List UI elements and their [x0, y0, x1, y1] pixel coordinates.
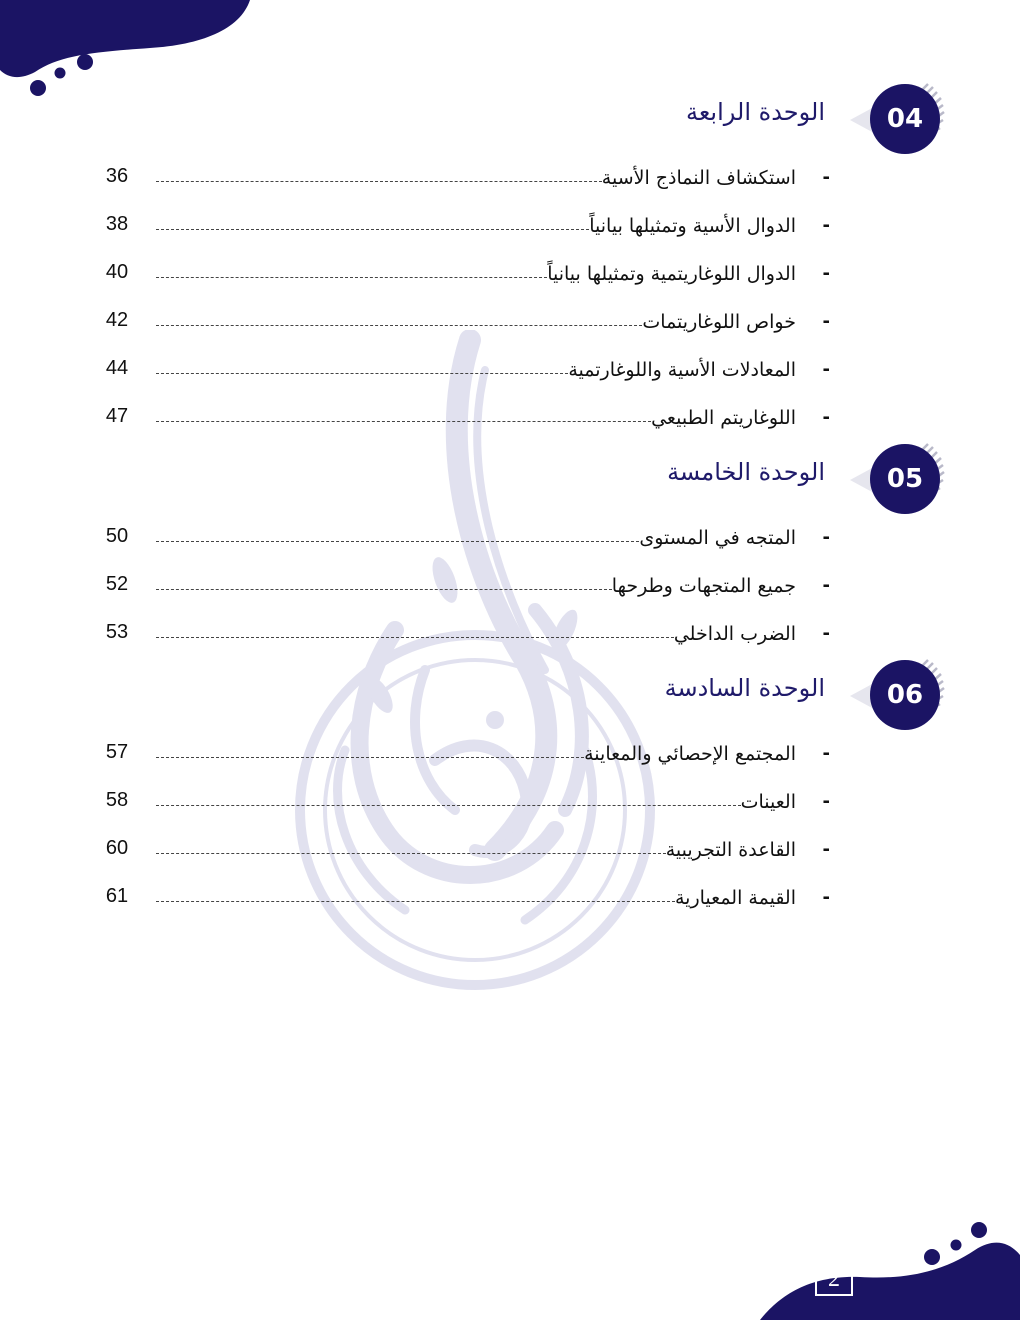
- toc-page-number: 42: [105, 309, 129, 331]
- toc-item[interactable]: [100, 883, 830, 913]
- dotted-leader: [156, 541, 639, 542]
- toc-item-title: الدوال الأسية وتمثيلها بيانياً: [589, 215, 796, 237]
- bullet-dash: -: [822, 839, 830, 860]
- dotted-leader: [156, 757, 584, 758]
- unit-number: 04: [886, 104, 924, 134]
- toc-item-title: اللوغاريتم الطبيعي: [651, 407, 796, 429]
- toc-item[interactable]: [100, 571, 830, 601]
- toc-item-title: الدوال اللوغاريتمية وتمثيلها بيانياً: [547, 263, 796, 285]
- toc-page-number: 58: [105, 789, 129, 811]
- toc-page-number: 60: [105, 837, 129, 859]
- toc-item[interactable]: [100, 307, 830, 337]
- toc-page-number: 40: [105, 261, 129, 283]
- bullet-dash: -: [822, 215, 830, 236]
- toc-page-number: 53: [105, 621, 129, 643]
- bullet-dash: -: [822, 743, 830, 764]
- dotted-leader: [156, 853, 666, 854]
- unit-title: الوحدة السادسة: [664, 674, 825, 702]
- bottom-right-wave-decoration: [760, 1215, 1020, 1320]
- toc-item-title: المجتمع الإحصائي والمعاينة: [584, 743, 796, 765]
- bullet-dash: -: [822, 167, 830, 188]
- dotted-leader: [156, 325, 642, 326]
- dotted-leader: [156, 589, 612, 590]
- toc-item[interactable]: [100, 739, 830, 769]
- toc-page-number: 38: [105, 213, 129, 235]
- toc-item[interactable]: [100, 163, 830, 193]
- unit-number: 05: [886, 464, 924, 494]
- dotted-leader: [156, 637, 674, 638]
- toc-page-number: 47: [105, 405, 129, 427]
- toc-item-title: القاعدة التجريبية: [665, 839, 796, 861]
- toc-item-title: العينات: [740, 791, 796, 813]
- toc-item-title: جميع المتجهات وطرحها: [611, 575, 796, 597]
- bullet-dash: -: [822, 527, 830, 548]
- bullet-dash: -: [822, 791, 830, 812]
- dotted-leader: [156, 229, 589, 230]
- toc-page-number: 52: [105, 573, 129, 595]
- toc-item[interactable]: [100, 403, 830, 433]
- unit-header: [560, 84, 960, 156]
- bullet-dash: -: [822, 407, 830, 428]
- unit-number: 06: [886, 680, 924, 710]
- toc-page-number: 44: [105, 357, 129, 379]
- bullet-dash: -: [822, 575, 830, 596]
- toc-page-number: 50: [105, 525, 129, 547]
- toc-item[interactable]: [100, 211, 830, 241]
- toc-page-number: 36: [105, 165, 129, 187]
- unit-header: [560, 444, 960, 516]
- dotted-leader: [156, 901, 675, 902]
- toc-page-number: 61: [105, 885, 129, 907]
- toc-item-title: المتجه في المستوى: [639, 527, 796, 549]
- toc-item-title: الضرب الداخلي: [673, 623, 796, 645]
- toc-item-title: خواص اللوغاريتمات: [642, 311, 796, 333]
- toc-item-title: القيمة المعيارية: [674, 887, 796, 909]
- top-left-wave-decoration: [0, 0, 260, 110]
- unit-header: [560, 660, 960, 732]
- toc-page-number: 57: [105, 741, 129, 763]
- dotted-leader: [156, 805, 741, 806]
- dotted-leader: [156, 421, 651, 422]
- toc-item[interactable]: [100, 835, 830, 865]
- bullet-dash: -: [822, 359, 830, 380]
- unit-title: الوحدة الرابعة: [685, 98, 825, 126]
- dotted-leader: [156, 373, 568, 374]
- toc-item[interactable]: [100, 259, 830, 289]
- dotted-leader: [156, 181, 602, 182]
- dotted-leader: [156, 277, 547, 278]
- unit-title: الوحدة الخامسة: [667, 458, 825, 486]
- toc-item-title: المعادلات الأسية واللوغارتمية: [568, 359, 796, 381]
- toc-item[interactable]: [100, 619, 830, 649]
- toc-item[interactable]: [100, 523, 830, 553]
- toc-item-title: استكشاف النماذج الأسية: [601, 167, 796, 189]
- bullet-dash: -: [822, 311, 830, 332]
- toc-item[interactable]: [100, 355, 830, 385]
- bullet-dash: -: [822, 623, 830, 644]
- bullet-dash: -: [822, 887, 830, 908]
- toc-item[interactable]: [100, 787, 830, 817]
- page-number: 2: [815, 1262, 853, 1296]
- bullet-dash: -: [822, 263, 830, 284]
